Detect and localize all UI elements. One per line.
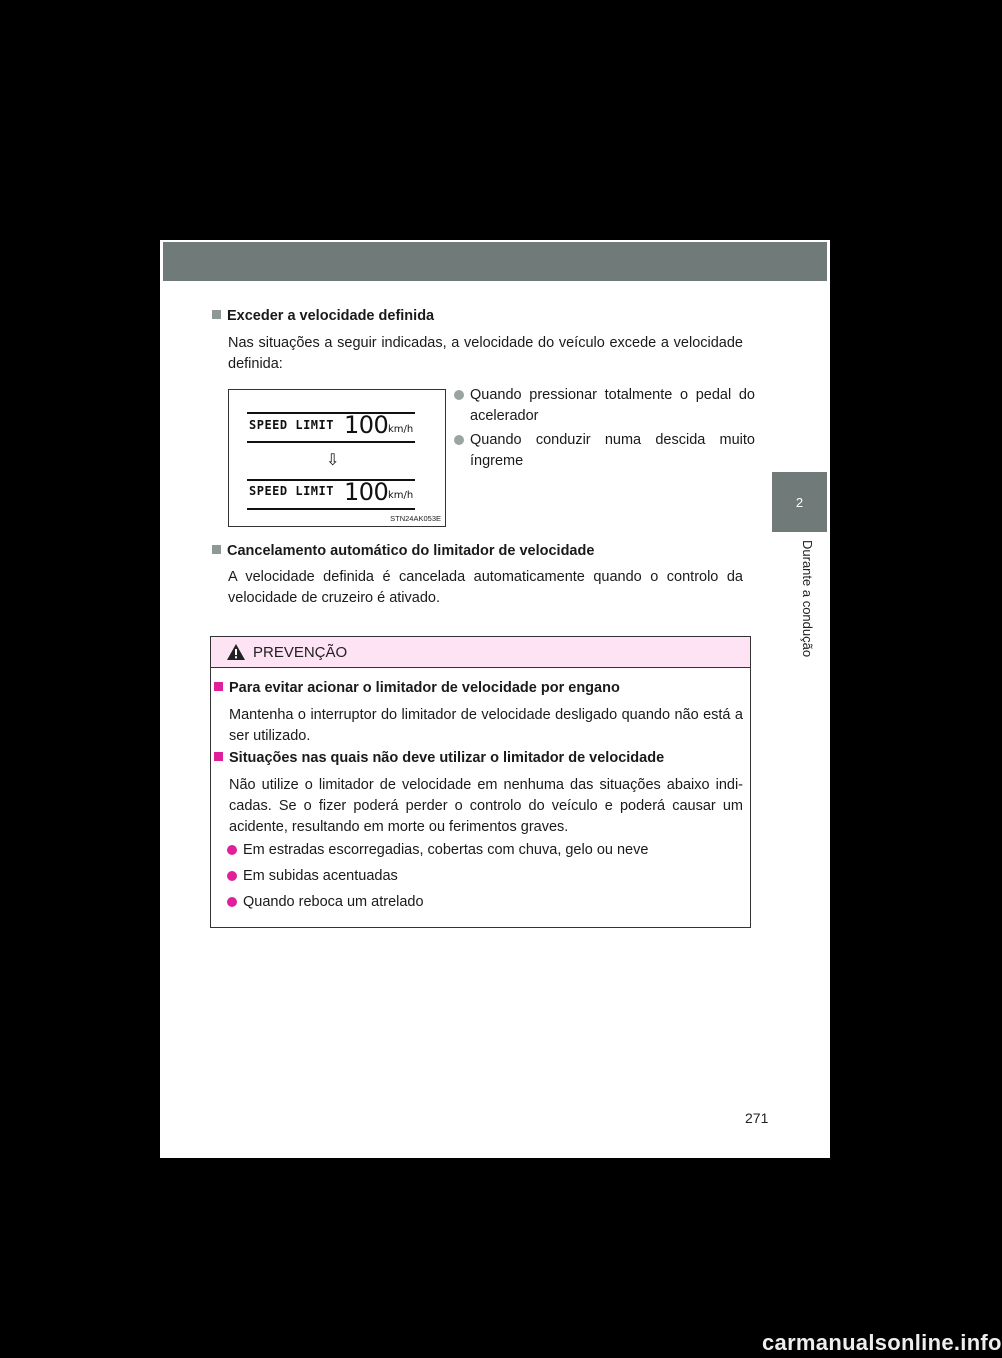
square-bullet-icon [214,752,223,761]
bullet-item: Quando pressionar totalmente o pedal do acelerador [454,385,755,427]
round-bullet-icon [227,897,237,907]
warning-heading-2: Situações nas quais não deve utilizar o limitador de velocidade [214,750,664,766]
warning-bullet-item: Quando reboca um atrelado [227,892,743,913]
arrow-down-icon: ⇩ [326,452,340,469]
warning-box [210,636,751,928]
lcd-bottom-bottom-line [247,508,415,510]
round-bullet-icon [454,390,464,400]
warning-paragraph-1: Mantenha o interruptor do limitador de velocidade desligado quando não está a ser utilizado. [229,707,743,744]
square-bullet-icon [214,682,223,691]
lcd-top-line [247,412,415,414]
round-bullet-icon [227,845,237,855]
warning-header [211,637,750,668]
lcd-bottom-line [247,479,415,481]
chapter-title: Durante a condução [800,540,815,658]
speed-limit-display-figure [228,389,446,527]
warning-heading-1: Para evitar acionar o limitador de velocidade por engano [214,680,620,696]
square-bullet-icon [212,545,221,554]
lcd-top-unit: km/h [388,424,414,435]
lcd-bottom-value: 100 [344,478,389,506]
figure-code: STN24AK053E [390,514,441,523]
chapter-tab [772,472,827,532]
round-bullet-icon [227,871,237,881]
page-number: 271 [745,1110,769,1126]
manual-page [160,240,830,1158]
warning-triangle-icon [227,644,245,660]
warning-bullet-item: Em estradas escorregadias, cobertas com chuva, gelo ou neve [227,840,743,861]
bullet-item: Quando conduzir numa descida muito íngreme [454,430,755,472]
paragraph-cancel: A velocidade definida é cancelada automaticamente quando o controlo da velocidade de cruzeiro é ativado. [228,569,743,606]
lcd-bottom-unit: km/h [388,490,414,501]
warning-bullet-item: Em subidas acentuadas [227,866,743,887]
lcd-top-label: SPEED LIMIT [249,418,334,432]
warning-paragraph-2: Não utilize o limitador de velocidade em nenhuma das situações abaixo indi-cadas. Se o fizer poderá perder o controlo do veículo e poderá causar um acidente, resultando em morte ou ferimentos graves. [229,777,743,835]
square-bullet-icon [212,310,221,319]
header-bar [163,242,827,281]
warning-title: PREVENÇÃO [253,644,348,661]
chapter-number: 2 [795,494,804,510]
section-heading-exceed: Exceder a velocidade definida [212,308,434,324]
lcd-bottom-label: SPEED LIMIT [249,484,334,498]
section-heading-cancel: Cancelamento automático do limitador de velocidade [212,543,594,559]
lcd-top-value: 100 [344,411,389,439]
paragraph-exceed: Nas situações a seguir indicadas, a velocidade do veículo excede a velocidade definida: [228,335,743,372]
lcd-top-bottom-line [247,441,415,443]
round-bullet-icon [454,435,464,445]
watermark-text: carmanualsonline.info [762,1330,1002,1355]
